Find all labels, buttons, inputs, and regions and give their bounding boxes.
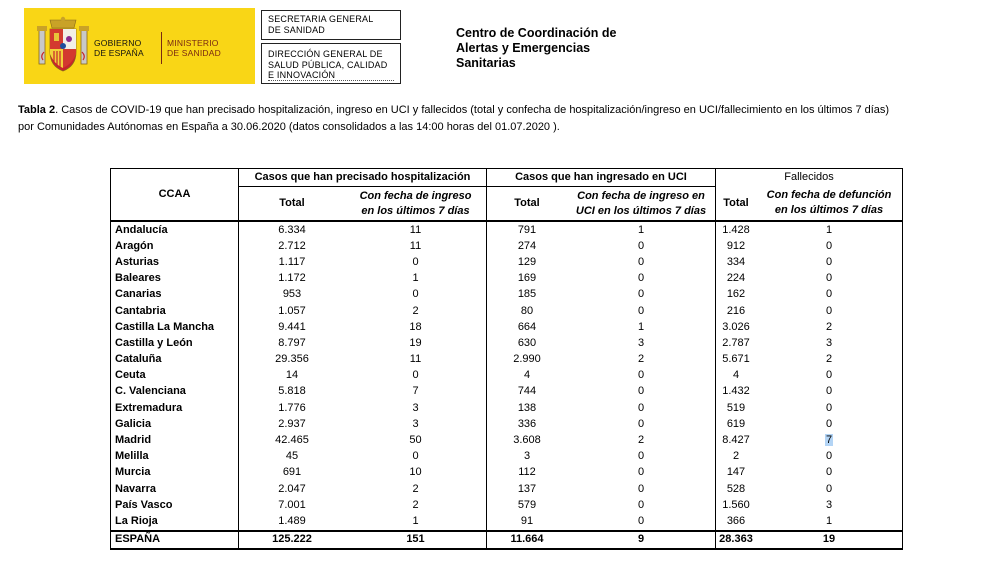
cell-ccaa: Baleares [111, 271, 239, 287]
ccaa-header: CCAA [111, 169, 239, 222]
cell-hos-total: 1.489 [278, 514, 306, 527]
cell-fal-total: 2 [732, 450, 740, 463]
cell-hos-total: 42.465 [275, 434, 309, 447]
cell-hos-total: 2.937 [278, 417, 306, 430]
cell-uci-total: 791 [487, 221, 568, 238]
cell-fal-total: 162 [726, 288, 746, 301]
centro-title: Centro de Coordinación de Alertas y Emergencias Sanitarias [456, 26, 617, 70]
cell-hos-7: 18 [345, 319, 487, 335]
cell-hos-total: 9.441 [278, 320, 306, 333]
cell-uci-total: 664 [517, 320, 537, 333]
hos-7-header: Con fecha de ingreso en los últimos 7 días [345, 187, 487, 222]
cell-ccaa: Castilla y León [111, 335, 239, 351]
cell-fal-7: 3 [756, 335, 903, 351]
cell-uci-total: 3.608 [513, 434, 541, 447]
cell-uci-7: 0 [567, 513, 716, 530]
cell-fal-7: 3 [756, 497, 903, 513]
cell-fal-total: 216 [726, 304, 746, 317]
cell-uci-7: 2 [567, 352, 716, 368]
cell-ccaa: Castilla La Mancha [111, 319, 239, 335]
cell-ccaa: Canarias [111, 287, 239, 303]
cell-hos-total: 1.057 [278, 304, 306, 317]
cell-fal-7: 0 [756, 368, 903, 384]
cell-fal-7: 2 [756, 352, 903, 368]
cell-hos-total: 8.797 [278, 336, 306, 349]
table-row [111, 481, 903, 497]
cell-fal-7: 0 [756, 287, 903, 303]
cell-fal-total: 1.432 [722, 385, 750, 398]
cell-ccaa: Galicia [111, 416, 239, 432]
cell-uci-7: 0 [567, 400, 716, 416]
cell-fal-total: 147 [726, 466, 746, 479]
cell-fal-7: 0 [756, 303, 903, 319]
cell-hos-7: 1 [345, 271, 487, 287]
cell-hos-7: 0 [345, 368, 487, 384]
ministerio-label: MINISTERIO DE SANIDAD [167, 38, 221, 58]
uci-7-header: Con fecha de ingreso en UCI en los últimos 7 días [567, 187, 716, 222]
cell-ccaa: La Rioja [111, 513, 239, 530]
cell-uci-7: 0 [567, 416, 716, 432]
cell-fal-total: 224 [726, 272, 746, 285]
cell-fal-7: 0 [756, 271, 903, 287]
table-row [111, 497, 903, 513]
cell-fal-7: 0 [756, 238, 903, 254]
fal-7-header: Con fecha de defunción en los últimos 7 días [756, 187, 903, 222]
cell-fal-total: 334 [726, 255, 746, 268]
total-hos-7: 151 [345, 531, 487, 549]
table-caption [18, 102, 968, 136]
cell-uci-total: 4 [523, 369, 531, 382]
cell-hos-total: 45 [285, 450, 299, 463]
cell-fal-total: 4 [732, 369, 740, 382]
cell-ccaa: País Vasco [111, 497, 239, 513]
cell-uci-total: 185 [517, 288, 537, 301]
cell-fal-total: 619 [726, 417, 746, 430]
cell-uci-total: 2.990 [513, 353, 541, 366]
cell-fal-7: 0 [756, 481, 903, 497]
cell-hos-total: 14 [285, 369, 299, 382]
gobierno-label: GOBIERNO DE ESPAÑA [94, 38, 144, 58]
cell-uci-7: 1 [567, 319, 716, 335]
table-body [111, 221, 903, 549]
cell-hos-total: 2.712 [278, 239, 306, 252]
cell-hos-7: 19 [345, 335, 487, 351]
group-uci: Casos que han ingresado en UCI [487, 169, 716, 187]
uci-total-header: Total [514, 197, 540, 209]
cell-uci-total: 91 [520, 514, 534, 527]
table-row [111, 449, 903, 465]
total-fal-total: 28.363 [716, 531, 757, 549]
cell-uci-7: 2 [567, 432, 716, 448]
cell-hos-7: 10 [345, 465, 487, 481]
government-banner [24, 8, 255, 84]
caption-label: Tabla 2 [18, 104, 56, 116]
banner-divider [161, 32, 162, 64]
cell-hos-7: 11 [345, 238, 487, 254]
cell-uci-total: 579 [517, 498, 537, 511]
cell-fal-7: 0 [756, 254, 903, 270]
cell-ccaa: Cataluña [111, 352, 239, 368]
total-uci-total: 11.664 [487, 531, 568, 549]
table-row [111, 254, 903, 270]
cell-fal-total: 912 [726, 239, 746, 252]
cell-uci-7: 0 [567, 465, 716, 481]
cell-hos-7: 0 [345, 449, 487, 465]
cell-uci-total: 129 [517, 255, 537, 268]
cell-hos-7: 0 [345, 287, 487, 303]
cell-ccaa: Extremadura [111, 400, 239, 416]
cell-hos-7: 0 [345, 254, 487, 270]
cell-fal-7: 0 [756, 416, 903, 432]
hos-total-header: Total [279, 197, 305, 209]
cell-ccaa: Ceuta [111, 368, 239, 384]
cell-hos-7: 11 [345, 221, 487, 238]
caption-line1: . Casos de COVID-19 que han precisado hospitalización, ingreso en UCI y fallecidos (total y confecha de hospitalización/ingreso en UCI/fallecimiento en los últimos 7 días) [55, 104, 890, 116]
total-row [111, 531, 903, 549]
table-row [111, 432, 903, 448]
cell-fal-7: 0 [756, 384, 903, 400]
table-row [111, 238, 903, 254]
cell-hos-total: 5.818 [278, 385, 306, 398]
cell-uci-7: 0 [567, 368, 716, 384]
caption-line2: por Comunidades Autónomas en España a 30.06.2020 (datos consolidados a las 14:00 horas del 01.07.2020 ). [18, 121, 560, 133]
total-ccaa: ESPAÑA [111, 531, 239, 549]
cell-uci-total: 137 [517, 482, 537, 495]
cell-hos-total: 1.117 [278, 255, 306, 268]
cell-ccaa: C. Valenciana [111, 384, 239, 400]
cell-hos-7: 3 [345, 400, 487, 416]
table-row [111, 384, 903, 400]
cell-uci-total: 112 [518, 466, 536, 479]
cell-uci-7: 0 [567, 287, 716, 303]
cell-uci-7: 0 [567, 254, 716, 270]
cell-ccaa: Murcia [111, 465, 239, 481]
cell-fal-total: 5.671 [722, 353, 750, 366]
table-row [111, 287, 903, 303]
cell-hos-total: 7.001 [278, 498, 306, 511]
cell-fal-total: 528 [726, 482, 746, 495]
cell-ccaa: Andalucía [111, 221, 239, 238]
cell-hos-7: 2 [345, 303, 487, 319]
cell-uci-total: 3 [523, 450, 531, 463]
total-hos-total: 125.222 [239, 531, 346, 549]
table-row [111, 352, 903, 368]
cell-fal-7: 0 [756, 400, 903, 416]
direccion-box: DIRECCIÓN GENERAL DE SALUD PÚBLICA, CALIDAD E INNOVACIÓN [261, 43, 401, 84]
cell-fal-total: 366 [726, 514, 746, 527]
cell-hos-total: 953 [282, 288, 302, 301]
secretaria-box: SECRETARIA GENERAL DE SANIDAD [261, 10, 401, 40]
table-row [111, 221, 903, 238]
cell-fal-7: 0 [756, 465, 903, 481]
cell-uci-total: 744 [517, 385, 537, 398]
cell-uci-total: 274 [517, 239, 537, 252]
cell-ccaa: Melilla [111, 449, 239, 465]
table-row [111, 271, 903, 287]
cell-uci-7: 3 [567, 335, 716, 351]
fal-total-header: Total [723, 196, 749, 209]
cell-uci-total: 80 [520, 304, 534, 317]
cell-uci-7: 0 [567, 481, 716, 497]
cell-hos-total: 29.356 [275, 353, 309, 366]
cell-uci-total: 169 [517, 272, 537, 285]
cell-hos-7: 7 [345, 384, 487, 400]
cell-fal-7: 1 [756, 221, 903, 238]
cell-uci-total: 336 [517, 417, 537, 430]
group-fallecidos: Fallecidos [716, 169, 903, 187]
cell-uci-total: 138 [517, 401, 537, 414]
table-row [111, 400, 903, 416]
cell-fal-7: 1 [756, 513, 903, 530]
table-row [111, 368, 903, 384]
cell-hos-7: 2 [345, 481, 487, 497]
table-row [111, 513, 903, 530]
cell-hos-total: 691 [282, 466, 302, 479]
coat-of-arms-icon [36, 16, 90, 76]
cell-fal-total: 3.026 [722, 320, 750, 333]
cell-hos-7: 3 [345, 416, 487, 432]
cell-fal-total: 8.427 [722, 434, 750, 447]
cell-hos-total: 6.334 [239, 221, 346, 238]
cell-fal-7: 2 [756, 319, 903, 335]
covid-table [110, 168, 903, 550]
table-row [111, 319, 903, 335]
cell-hos-total: 1.172 [278, 272, 306, 285]
cell-fal-7: 0 [756, 449, 903, 465]
cell-hos-7: 1 [345, 513, 487, 530]
cell-uci-7: 0 [567, 497, 716, 513]
cell-hos-7: 2 [345, 497, 487, 513]
cell-uci-7: 1 [567, 221, 716, 238]
cell-fal-7: 7 [756, 432, 903, 448]
cell-ccaa: Asturias [111, 254, 239, 270]
total-fal-7: 19 [756, 531, 903, 549]
table-row [111, 416, 903, 432]
cell-uci-total: 630 [517, 336, 537, 349]
cell-hos-total: 2.047 [278, 482, 306, 495]
cell-uci-7: 0 [567, 384, 716, 400]
cell-ccaa: Cantabria [111, 303, 239, 319]
table-row [111, 465, 903, 481]
cell-hos-total: 1.776 [278, 401, 306, 414]
cell-ccaa: Aragón [111, 238, 239, 254]
cell-fal-total: 1.560 [722, 498, 750, 511]
cell-uci-7: 0 [567, 271, 716, 287]
cell-fal-total: 519 [726, 401, 746, 414]
cell-hos-7: 11 [345, 352, 487, 368]
cell-fal-total: 2.787 [722, 336, 750, 349]
cell-ccaa: Madrid [111, 432, 239, 448]
cell-uci-7: 0 [567, 238, 716, 254]
cell-uci-7: 0 [567, 449, 716, 465]
cell-hos-7: 50 [345, 432, 487, 448]
table-row [111, 303, 903, 319]
table-row [111, 335, 903, 351]
cell-fal-total: 1.428 [716, 221, 757, 238]
total-uci-7: 9 [567, 531, 716, 549]
cell-ccaa: Navarra [111, 481, 239, 497]
cell-uci-7: 0 [567, 303, 716, 319]
group-hospitalizacion: Casos que han precisado hospitalización [239, 169, 487, 187]
